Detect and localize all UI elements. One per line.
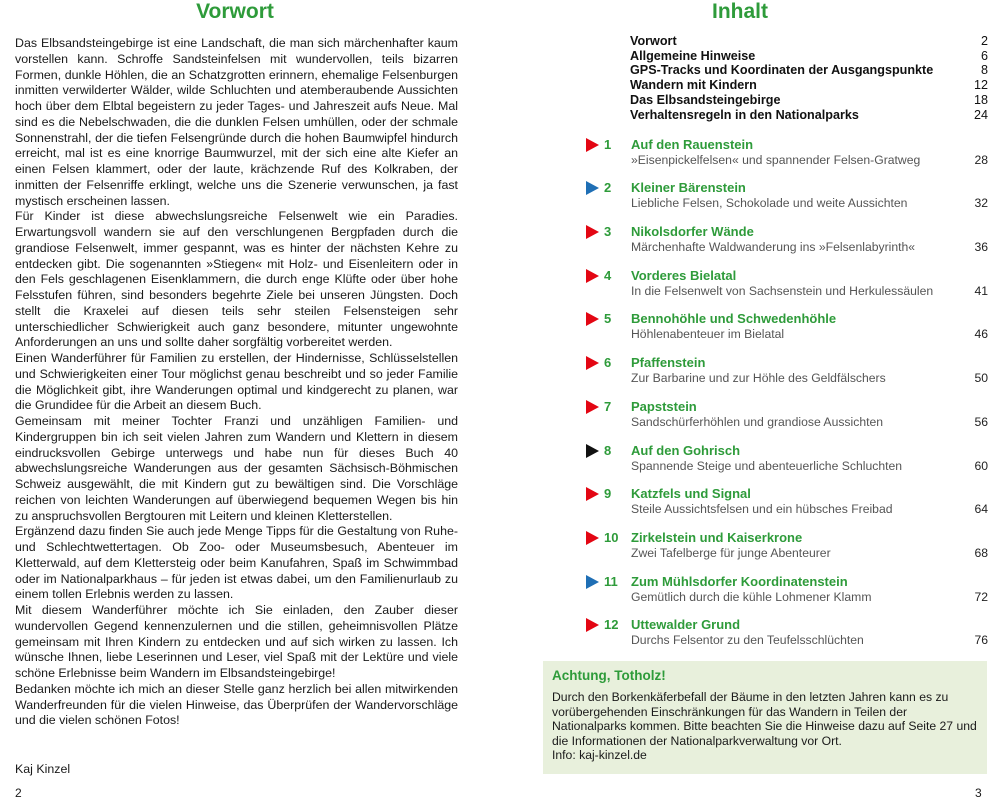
toc-entry-label: Vorwort bbox=[630, 34, 677, 48]
difficulty-arrow-icon bbox=[586, 444, 599, 458]
toc-entry-label: Verhaltensregeln in den Nationalparks bbox=[630, 107, 859, 122]
difficulty-arrow-icon bbox=[586, 531, 599, 545]
foreword-paragraph: Einen Wanderführer für Familien zu erstellen, der Hindernisse, Schlüsselstellen und Schwierigkeiten einer Tour möglichst genau beschreibt und so jeder Familie die Möglichkeit gibt, ihre Wanderungen optimal und kindgerecht zu planen, war die Grundidee für die Arbeit an diesem Buch. bbox=[15, 351, 458, 413]
notice-text bbox=[552, 690, 978, 763]
toc-entry-label: Wandern mit Kindern bbox=[630, 78, 757, 93]
tour-page: 56 bbox=[974, 415, 988, 429]
tour-subtitle: Liebliche Felsen, Schokolade und weite Aussichten bbox=[631, 196, 908, 210]
page-number-right: 3 bbox=[975, 786, 982, 800]
toc-entry[interactable] bbox=[630, 93, 988, 108]
tour-number: 3 bbox=[604, 224, 612, 239]
tour-entry[interactable] bbox=[586, 311, 988, 351]
tour-subtitle: Zur Barbarine und zur Höhle des Geldfälschers bbox=[631, 371, 886, 385]
foreword-paragraph: Bedanken möchte ich mich an dieser Stelle ganz herzlich bei allen mitwirkenden Wanderfreunden für die vielen Hinweise, das Überprüfen der Wandervorschläge und die vielen schönen Fotos! bbox=[15, 681, 458, 728]
tour-title: Auf den Gohrisch bbox=[631, 443, 741, 458]
tour-page: 46 bbox=[974, 327, 988, 341]
toc-entry[interactable] bbox=[630, 78, 988, 93]
foreword-paragraph: Gemeinsam mit meiner Tochter Franzi und unzähligen Familien- und Kindergruppen bin ich seit vielen Jahren zum Wandern und Klettern in diesem eindrucksvollen Gebirge unterwegs und habe nun für dieses Buch 40 abwechslungsreiche Wanderungen aus der gesamten Sächsisch-Böhmischen Schweiz ausgewählt, die mit Kindern gut zu bewältigen sind. Die Vorschläge reichen von leichten Wanderungen auf überwiegend bequemen Wegen bis hin zu anspruchsvollen Bergtouren mit Leitern und kleinen Kletterstellen. bbox=[15, 414, 458, 523]
tour-subtitle: Gemütlich durch die kühle Lohmener Klamm bbox=[631, 590, 872, 604]
tour-title: Kleiner Bärenstein bbox=[631, 180, 746, 195]
tour-page: 68 bbox=[974, 546, 988, 560]
foreword-title: Vorwort bbox=[196, 0, 274, 23]
tour-entry[interactable] bbox=[586, 180, 988, 220]
tour-title: Zum Mühlsdorfer Koordinatenstein bbox=[631, 574, 848, 589]
tour-subtitle: Durchs Felsentor zu den Teufelsschlüchten bbox=[631, 633, 864, 647]
tour-subtitle: Steile Aussichtsfelsen und ein hübsches Freibad bbox=[631, 502, 893, 516]
tour-title: Nikolsdorfer Wände bbox=[631, 224, 754, 239]
tour-page: 28 bbox=[974, 153, 988, 167]
tour-subtitle: Sandschürferhöhlen und grandiose Aussichten bbox=[631, 415, 884, 429]
tour-number: 10 bbox=[604, 530, 619, 545]
tour-number: 7 bbox=[604, 399, 612, 414]
difficulty-arrow-icon bbox=[586, 269, 599, 283]
tour-number: 11 bbox=[604, 574, 618, 589]
difficulty-arrow-icon bbox=[586, 312, 599, 326]
difficulty-arrow-icon bbox=[586, 356, 599, 370]
deadwood-notice-box bbox=[543, 661, 987, 774]
author-signature: Kaj Kinzel bbox=[15, 762, 71, 776]
tour-title: Bennohöhle und Schwedenhöhle bbox=[631, 311, 837, 326]
tour-number: 9 bbox=[604, 486, 612, 501]
tour-subtitle: Märchenhafte Waldwanderung ins »Felsenlabyrinth« bbox=[631, 240, 916, 254]
difficulty-arrow-icon bbox=[586, 618, 599, 632]
tour-title: Papststein bbox=[631, 399, 697, 414]
toc-entry-label: Allgemeine Hinweise bbox=[630, 48, 756, 63]
tour-entry[interactable] bbox=[586, 530, 988, 570]
tour-subtitle: In die Felsenwelt von Sachsenstein und Herkulessäulen bbox=[631, 284, 934, 298]
foreword-paragraph: Für Kinder ist diese abwechslungsreiche Felsenwelt wie ein Paradies. Erwartungsvoll wandern sie auf den verschlungenen Bergpfaden durch die grandiose Felsenwelt, immer gespannt, was es hinter der nächsten Kehre zu entdecken gibt. Die sogenannten »Stiegen« mit Holz- und Eisenleitern oder in den Fels geschlagenen Eisenklammern, die durch enge Klüfte oder über hohe Felsstufen führen, sind besonders begehrte Ziele bei unseren Jüngsten. Doch stellt die Kraxelei auf diesen teils sehr steilen Felsensteigen sehr unterschiedlicher Schwierigkeit auch ganz besondere, mitunter ungewohnte Anforderungen an uns und sollte daher sorgfältig vorbereitet werden. bbox=[15, 209, 458, 350]
tour-page: 64 bbox=[974, 502, 988, 516]
tour-entry[interactable] bbox=[586, 399, 988, 439]
tour-entry[interactable] bbox=[586, 574, 988, 614]
front-matter-list bbox=[630, 34, 988, 122]
tour-number: 2 bbox=[604, 180, 612, 195]
foreword-text bbox=[15, 36, 458, 729]
notice-info-link[interactable]: Info: kaj-kinzel.de bbox=[552, 748, 647, 763]
tour-entry[interactable] bbox=[586, 137, 988, 177]
toc-entry-page: 24 bbox=[973, 107, 988, 122]
tour-number: 6 bbox=[604, 355, 612, 370]
toc-entry-page: 18 bbox=[973, 92, 988, 107]
tour-entry[interactable] bbox=[586, 486, 988, 526]
tour-entry[interactable] bbox=[586, 224, 988, 264]
toc-entry[interactable] bbox=[630, 63, 988, 78]
tour-title: Vorderes Bielatal bbox=[631, 268, 737, 283]
tour-subtitle: Zwei Tafelberge für junge Abenteurer bbox=[631, 546, 831, 560]
toc-entry-page: 6 bbox=[980, 48, 988, 63]
difficulty-arrow-icon bbox=[586, 487, 599, 501]
tour-number: 12 bbox=[604, 617, 619, 632]
tour-number: 8 bbox=[604, 443, 612, 458]
difficulty-arrow-icon bbox=[586, 138, 599, 152]
toc-entry[interactable] bbox=[630, 34, 988, 49]
toc-entry-page: 2 bbox=[980, 34, 988, 48]
contents-title: Inhalt bbox=[712, 0, 768, 23]
toc-entry[interactable] bbox=[630, 108, 988, 123]
foreword-paragraph: Mit diesem Wanderführer möchte ich Sie einladen, den Zauber dieser wundervollen Gegend kennenzulernen und die stillen, geheimnisvollen Plätze gemeinsam mit Ihren Kindern zu entdecken und auf sich wirken zu lassen. Ich wünsche Ihnen, liebe Leserinnen und Leser, viel Spaß mit der Lektüre und viele schöne Erlebnisse beim Wandern im Elbsandsteingebirge! bbox=[15, 603, 458, 680]
tour-subtitle: Spannende Steige und abenteuerliche Schluchten bbox=[631, 459, 903, 473]
tour-entry[interactable] bbox=[586, 268, 988, 308]
difficulty-arrow-icon bbox=[586, 181, 599, 195]
toc-entry-page: 8 bbox=[980, 63, 988, 78]
foreword-paragraph: Das Elbsandsteingebirge ist eine Landschaft, die man sich märchenhafter kaum vorstellen kann. Schroffe Sandsteinfelsen mit wundervollen, teils bizarren Formen, dunkle Höhlen, die an Schatzgrotten erinnern, ehemalige Felsenburgen inmitten verwilderter Wälder, wilde Schluchten und atemberaubende Aussichten hoch über dem Elbtal begeistern zu jeder Tages- und Jahreszeit aufs Neue. Mal sind es die Nebelschwaden, die die dunklen Felsen umhüllen, oder der schmale Sonnenstrahl, der die tiefen Felsengründe durch die hohen Baumwipfel hindurch erreicht, mal ist es eine knorrige Baumwurzel, mit der sich eine alte Kiefer an einen Felsen klammert, oder der laute, krächzende Ruf des Kolkraben, der inmitten der Felsenriffe erklingt, welche uns die Szenerie verwunschen, ja fast mystisch erscheinen lassen. bbox=[15, 36, 458, 208]
difficulty-arrow-icon bbox=[586, 400, 599, 414]
tour-number: 1 bbox=[604, 137, 612, 152]
toc-entry-label: GPS-Tracks und Koordinaten der Ausgangspunkte bbox=[630, 63, 934, 78]
toc-entry-page: 12 bbox=[973, 78, 988, 93]
tour-entry[interactable] bbox=[586, 443, 988, 483]
tour-page: 60 bbox=[974, 459, 988, 473]
toc-entry-label: Das Elbsandsteingebirge bbox=[630, 92, 781, 107]
tour-entry[interactable] bbox=[586, 355, 988, 395]
foreword-paragraph: Ergänzend dazu finden Sie auch jede Menge Tipps für die Gestaltung von Ruhe- und Schlechtwettertagen. Ob Zoo- oder Museumsbesuch, Abenteuer im Kletterwald, auf dem Klettersteig oder beim Kanufahren, Spaß im Schwimmbad oder im Nationalparkhaus – für jeden ist etwas dabei, um den Familienurlaub zu einem tollen Erlebnis werden zu lassen. bbox=[15, 524, 458, 602]
tour-title: Katzfels und Signal bbox=[631, 486, 751, 501]
tour-page: 76 bbox=[974, 633, 988, 647]
tour-title: Uttewalder Grund bbox=[631, 617, 741, 632]
tour-title: Auf den Rauenstein bbox=[631, 137, 754, 152]
tour-entry[interactable] bbox=[586, 617, 988, 657]
tour-page: 32 bbox=[974, 196, 988, 210]
page-number-left: 2 bbox=[15, 786, 22, 800]
tour-subtitle: »Eisenpickelfelsen« und spannender Felsen-Gratweg bbox=[631, 153, 921, 167]
tour-page: 36 bbox=[974, 240, 988, 254]
tour-number: 4 bbox=[604, 268, 612, 283]
tour-number: 5 bbox=[604, 311, 612, 326]
difficulty-arrow-icon bbox=[586, 575, 599, 589]
difficulty-arrow-icon bbox=[586, 225, 599, 239]
tour-title: Zirkelstein und Kaiserkrone bbox=[631, 530, 803, 545]
toc-entry[interactable] bbox=[630, 49, 988, 64]
tour-page: 72 bbox=[974, 590, 988, 604]
notice-body: Durch den Borkenkäferbefall der Bäume in den letzten Jahren kann es zu vorübergehenden Einschränkungen für das Wandern in Teilen der Nationalparks kommen. Bitte beachten Sie die Hinweise dazu auf Seite 27 und die Informationen der Nationalparkverwaltung vor Ort. bbox=[552, 690, 977, 748]
tour-page: 41 bbox=[974, 284, 988, 298]
tour-subtitle: Höhlenabenteuer im Bielatal bbox=[631, 327, 785, 341]
notice-title: Achtung, Totholz! bbox=[552, 668, 666, 683]
tour-title: Pfaffenstein bbox=[631, 355, 706, 370]
tour-page: 50 bbox=[974, 371, 988, 385]
